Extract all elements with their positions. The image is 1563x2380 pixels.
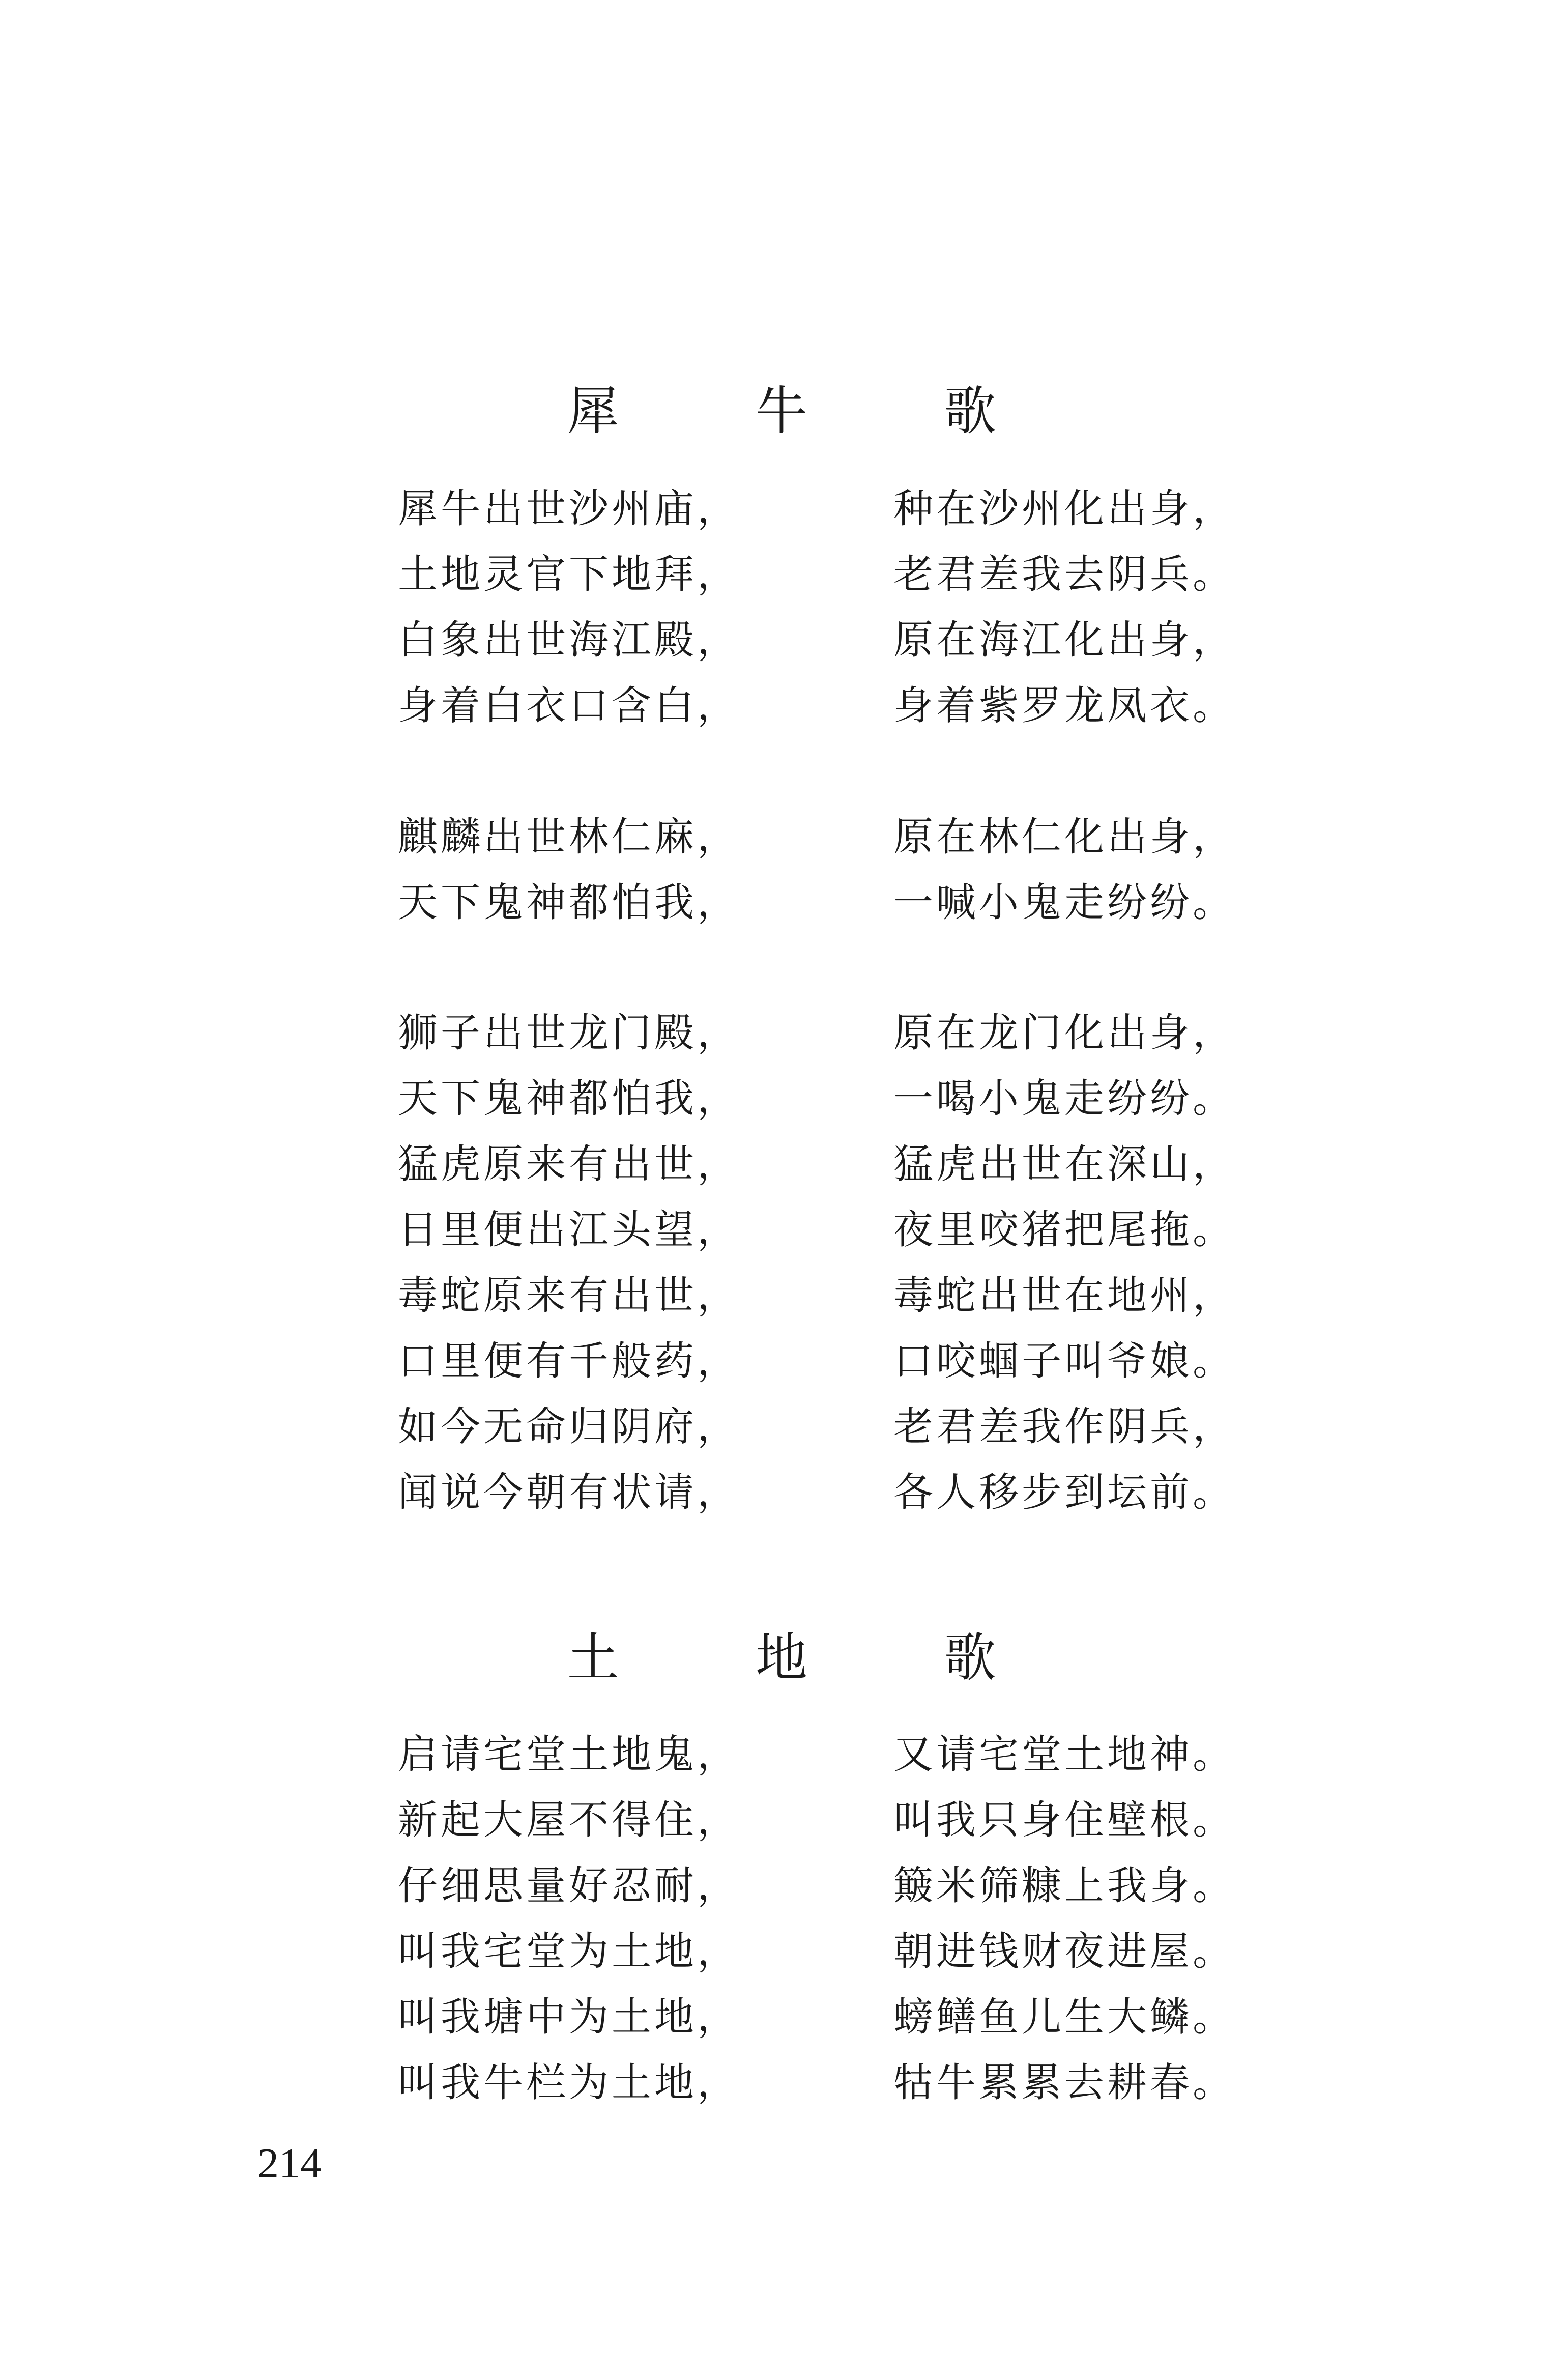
verse-line: [0, 1467, 1563, 1533]
verse-line: [0, 1205, 1563, 1270]
verse-second-half: 种在沙州化出身，: [893, 486, 1236, 532]
verse-second-half: 一喝小鬼走纷纷。: [893, 1076, 1236, 1122]
verse-second-half: 叫我只身住壁根。: [893, 1797, 1236, 1843]
verse-second-half: 身着紫罗龙凤衣。: [893, 683, 1236, 729]
verse-first-half: 闻说今朝有状请，: [398, 1470, 740, 1515]
verse-first-half: 天下鬼神都怕我，: [398, 880, 740, 926]
verse-first-half: 毒蛇原来有出世，: [398, 1273, 740, 1318]
verse-line: [0, 1270, 1563, 1336]
verse-second-half: 各人移步到坛前。: [893, 1470, 1236, 1515]
verse-line: [0, 877, 1563, 943]
verse-second-half: 猛虎出世在深山，: [893, 1141, 1236, 1187]
verse-first-half: 狮子出世龙门殿，: [398, 1010, 740, 1056]
stanza: [0, 812, 1563, 943]
verse-line: [0, 1795, 1563, 1860]
verse-first-half: 猛虎原来有出世，: [398, 1141, 740, 1187]
verse-first-half: 新起大屋不得住，: [398, 1797, 740, 1843]
verse-line: [0, 812, 1563, 877]
verse-first-half: 麒麟出世林仁麻，: [398, 814, 740, 860]
page-number: 214: [257, 2140, 322, 2187]
stanza: [0, 1008, 1563, 1533]
verse-first-half: 日里便出江头望，: [398, 1207, 740, 1253]
verse-line: [0, 1401, 1563, 1467]
verse-first-half: 启请宅堂土地鬼，: [398, 1732, 740, 1777]
verse-second-half: 牯牛累累去耕春。: [893, 2060, 1236, 2106]
verse-first-half: 如今无命归阴府，: [398, 1404, 740, 1450]
verse-line: [0, 1729, 1563, 1795]
verse-line: [0, 483, 1563, 549]
song-title-earth-god: 土 地 歌: [567, 1628, 1056, 1689]
verse-second-half: 朝进钱财夜进屋。: [893, 1929, 1236, 1974]
verse-line: [0, 549, 1563, 615]
verse-second-half: 又请宅堂土地神。: [893, 1732, 1236, 1777]
verse-line: [0, 1992, 1563, 2057]
verse-first-half: 叫我牛栏为土地，: [398, 2060, 740, 2106]
verse-first-half: 天下鬼神都怕我，: [398, 1076, 740, 1122]
verse-first-half: 犀牛出世沙州庙，: [398, 486, 740, 532]
verse-line: [0, 615, 1563, 680]
stanza: [0, 483, 1563, 746]
verse-first-half: 白象出世海江殿，: [398, 617, 740, 663]
verse-second-half: 原在林仁化出身，: [893, 814, 1236, 860]
verse-first-half: 口里便有千般药，: [398, 1338, 740, 1384]
verse-second-half: 一喊小鬼走纷纷。: [893, 880, 1236, 926]
stanza: [0, 1729, 1563, 2123]
verse-second-half: 原在海江化出身，: [893, 617, 1236, 663]
verse-line: [0, 680, 1563, 746]
verse-line: [0, 1926, 1563, 1992]
verse-second-half: 口咬蝈子叫爷娘。: [893, 1338, 1236, 1384]
verse-line: [0, 1336, 1563, 1401]
verse-second-half: 老君差我作阴兵，: [893, 1404, 1236, 1450]
verse-second-half: 夜里咬猪把尾拖。: [893, 1207, 1236, 1253]
verse-line: [0, 1073, 1563, 1139]
verse-second-half: 螃鳝鱼儿生大鳞。: [893, 1994, 1236, 2040]
verse-first-half: 土地灵官下地拜，: [398, 552, 740, 597]
verse-line: [0, 1860, 1563, 1926]
verse-line: [0, 1139, 1563, 1205]
song-title-rhino: 犀 牛 歌: [567, 381, 1056, 442]
verse-first-half: 叫我塘中为土地，: [398, 1994, 740, 2040]
verse-second-half: 原在龙门化出身，: [893, 1010, 1236, 1056]
verse-second-half: 老君差我去阴兵。: [893, 552, 1236, 597]
verse-second-half: 毒蛇出世在地州，: [893, 1273, 1236, 1318]
verse-first-half: 叫我宅堂为土地，: [398, 1929, 740, 1974]
verse-first-half: 仔细思量好忍耐，: [398, 1863, 740, 1909]
verse-line: [0, 2057, 1563, 2123]
verse-first-half: 身着白衣口含白，: [398, 683, 740, 729]
verse-line: [0, 1008, 1563, 1073]
verse-second-half: 簸米筛糠上我身。: [893, 1863, 1236, 1909]
